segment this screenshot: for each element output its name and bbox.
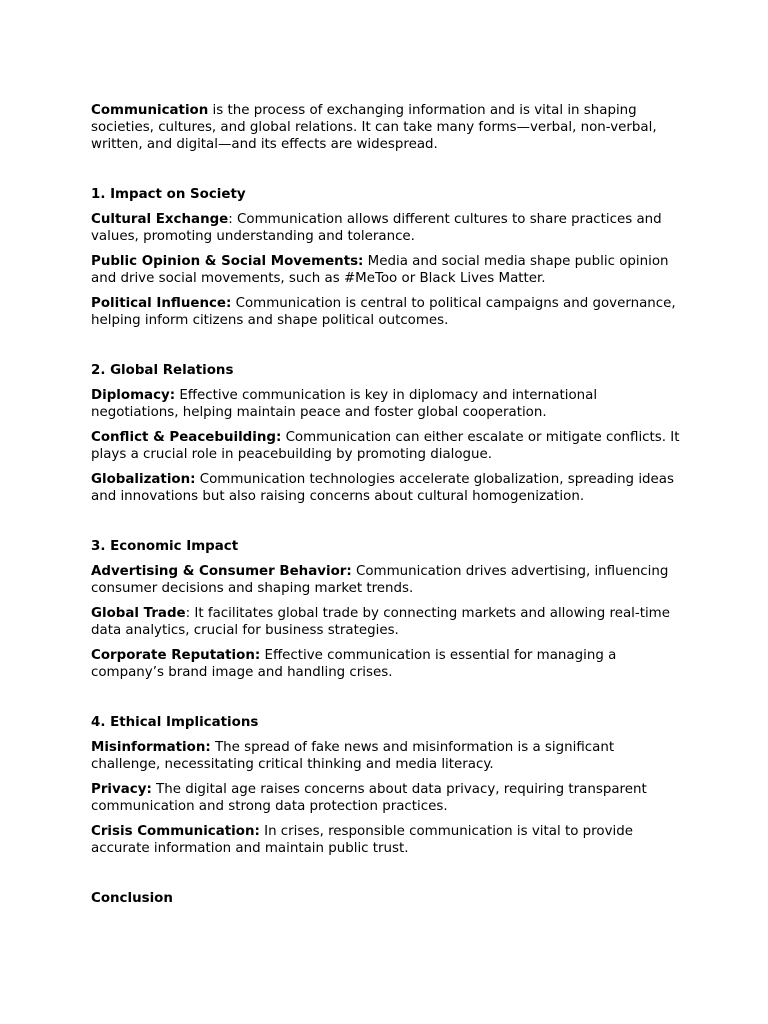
item-text: : Communication allows different cultures to share practices and values, promoting understanding and tolerance. bbox=[91, 212, 662, 244]
item-term: Globalization: bbox=[91, 472, 196, 487]
section-heading: 1. Impact on Society bbox=[91, 187, 246, 202]
item-conflict-peacebuilding bbox=[91, 429, 681, 463]
item-globalization bbox=[91, 471, 681, 505]
item-term: Crisis Communication: bbox=[91, 824, 260, 839]
item-diplomacy bbox=[91, 387, 681, 421]
intro-paragraph bbox=[91, 102, 681, 153]
item-term: Global Trade bbox=[91, 606, 186, 621]
item-corporate-reputation bbox=[91, 647, 681, 681]
item-global-trade bbox=[91, 605, 681, 639]
item-text: The digital age raises concerns about data privacy, requiring transparent communication and strong data protection practices. bbox=[91, 782, 647, 814]
item-text: The spread of fake news and misinformation is a significant challenge, necessitating critical thinking and media literacy. bbox=[91, 740, 615, 772]
item-term: Conflict & Peacebuilding: bbox=[91, 430, 282, 445]
section-impact-on-society bbox=[91, 186, 681, 329]
section-global-relations bbox=[91, 362, 681, 505]
item-crisis-communication bbox=[91, 823, 681, 857]
item-cultural-exchange bbox=[91, 211, 681, 245]
item-term: Political Influence: bbox=[91, 296, 232, 311]
section-heading: 3. Economic Impact bbox=[91, 539, 239, 554]
item-text: Effective communication is essential for managing a company’s brand image and handling crises. bbox=[91, 648, 617, 680]
item-text: : It facilitates global trade by connecting markets and allowing real-time data analytics, crucial for business strategies. bbox=[91, 606, 670, 638]
item-term: Diplomacy: bbox=[91, 388, 176, 403]
item-text: Communication is central to political campaigns and governance, helping inform citizens and shape political outcomes. bbox=[91, 296, 676, 328]
item-advertising bbox=[91, 563, 681, 597]
document-page bbox=[91, 102, 681, 907]
item-term: Advertising & Consumer Behavior: bbox=[91, 564, 352, 579]
item-term: Privacy: bbox=[91, 782, 152, 797]
intro-text: is the process of exchanging information and is vital in shaping societies, cultures, and global relations. It can take many forms—verbal, non-verbal, written, and digital—and its effects are widespread. bbox=[91, 103, 657, 152]
section-heading: 2. Global Relations bbox=[91, 363, 234, 378]
item-political-influence bbox=[91, 295, 681, 329]
item-term: Corporate Reputation: bbox=[91, 648, 261, 663]
section-heading: 4. Ethical Implications bbox=[91, 715, 259, 730]
item-misinformation bbox=[91, 739, 681, 773]
item-text: In crises, responsible communication is vital to provide accurate information and maintain public trust. bbox=[91, 824, 633, 856]
item-term: Cultural Exchange bbox=[91, 212, 229, 227]
conclusion-heading: Conclusion bbox=[91, 891, 173, 906]
intro-term: Communication bbox=[91, 103, 209, 118]
item-text: Media and social media shape public opinion and drive social movements, such as #MeToo or Black Lives Matter. bbox=[91, 254, 669, 286]
item-public-opinion bbox=[91, 253, 681, 287]
item-text: Communication technologies accelerate globalization, spreading ideas and innovations but also raising concerns about cultural homogenization. bbox=[91, 472, 674, 504]
section-economic-impact bbox=[91, 538, 681, 681]
item-text: Communication can either escalate or mitigate conflicts. It plays a crucial role in peacebuilding by promoting dialogue. bbox=[91, 430, 680, 462]
item-text: Communication drives advertising, influencing consumer decisions and shaping market trends. bbox=[91, 564, 669, 596]
section-ethical-implications bbox=[91, 714, 681, 857]
item-term: Public Opinion & Social Movements: bbox=[91, 254, 364, 269]
item-privacy bbox=[91, 781, 681, 815]
item-text: Effective communication is key in diplomacy and international negotiations, helping maintain peace and foster global cooperation. bbox=[91, 388, 598, 420]
item-term: Misinformation: bbox=[91, 740, 211, 755]
